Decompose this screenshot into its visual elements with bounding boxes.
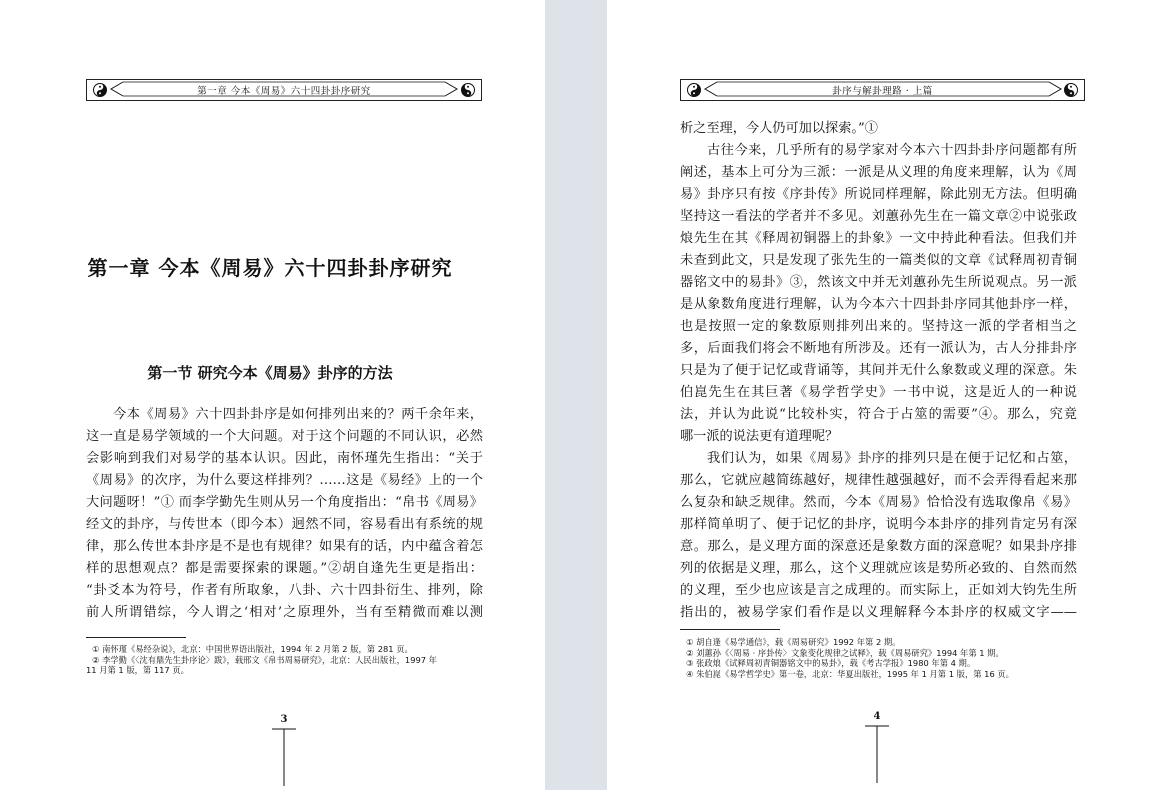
text-line: 易》卦序只有按《序卦传》所说同样理解，除此别无方法。但明确 (680, 187, 1077, 202)
text-line: 只是为了便于记忆或背诵等，其间并无什么象数或义理的深意。朱 (680, 363, 1077, 378)
left-page (0, 0, 545, 790)
text-line: 未查到此文，只是发现了张先生的一篇类似的文章《试释周初青铜 (680, 253, 1077, 268)
footnote-rule (86, 637, 186, 638)
footnote: ② 李学勤《〈沈有鼎先生卦序论〉跋》，载邢文《帛书周易研究》，北京：人民出版社，1997 年 (92, 654, 437, 665)
footnotes (86, 644, 486, 676)
text-line: 哪一派的说法更有道理呢？ (680, 429, 839, 444)
text-line: 我们认为，如果《周易》卦序的排列只是在便于记忆和占筮， (707, 451, 1077, 466)
text-line: 古往今来，几乎所有的易学家对今本六十四卦卦序问题都有所 (707, 143, 1077, 158)
text-line: 坚持这一看法的学者并不多见。刘蕙孙先生在一篇文章②中说张政 (680, 209, 1077, 224)
header-title: 卦序与解卦理路 · 上篇 (832, 86, 933, 97)
footnote: ④ 朱伯崑《易学哲学史》第一卷，北京：华夏出版社，1995 年 1 月第 1 版，第 16 页。 (686, 668, 1014, 679)
text-line: 那样简单明了、便于记忆的卦序，说明今本卦序的排列肯定另有深 (680, 517, 1077, 532)
page-number: 4 (873, 711, 881, 722)
text-line: 伯崑先生在其巨著《易学哲学史》一书中说，这是近人的一种说 (680, 385, 1077, 400)
text-line: 多，后面我们将会不断地有所涉及。还有一派认为，古人分排卦序 (680, 341, 1077, 356)
text-line: 今本《周易》六十四卦卦序是如何排列出来的？两千余年来， (113, 407, 483, 422)
footnotes (680, 637, 1090, 679)
text-line: 是从象数角度进行理解，认为今本六十四卦卦序同其他卦序一样， (680, 297, 1077, 312)
text-line: “卦爻本为符号，作者有所取象，八卦、六十四卦衍生、排列，除 (86, 583, 483, 598)
text-line: 《周易》的次序，为什么要这样排列？……这是《易经》上的一个 (86, 473, 483, 488)
footnote-rule (680, 629, 780, 630)
section-title: 第一节 研究今本《周易》卦序的方法 (147, 364, 393, 382)
page-marker-icon (862, 725, 892, 785)
footnote: ① 胡自逢《易学通信》，载《周易研究》1992 年第 2 期。 (686, 637, 901, 647)
yin-yang-icon (1064, 83, 1078, 97)
text-line: 阐述，基本上可分为三派：一派是从义理的角度来理解，认为《周 (680, 165, 1077, 180)
right-page (607, 0, 1152, 790)
text-line: 经文的卦序，与传世本（即今本）迥然不同，容易看出有系统的规 (86, 517, 483, 532)
yin-yang-icon (461, 83, 475, 97)
text-line: 析之至理，今人仍可加以探索。”① (680, 121, 878, 136)
page-marker-icon (269, 728, 299, 788)
text-line: 这一直是易学领域的一个大问题。对于这个问题的不同认识，必然 (86, 429, 483, 444)
page-number: 3 (280, 714, 288, 725)
text-line: 会影响到我们对易学的基本认识。因此，南怀瑾先生指出：“关于 (86, 451, 483, 466)
text-line: 器铭文中的易卦》③，然该文中并无刘蕙孙先生所说观点。另一派 (680, 275, 1077, 290)
header-title: 第一章 今本《周易》六十四卦卦序研究 (197, 86, 371, 97)
body-text (86, 404, 483, 624)
text-line: 的义理，至少也应该是言之成理的。而实际上，正如刘大钧先生所 (680, 583, 1077, 598)
text-line: 律，那么传世本卦序是不是也有规律？如果有的话，内中蕴含着怎 (86, 539, 483, 554)
text-line: 么复杂和缺乏规律。然而，今本《周易》恰恰没有选取像帛《易》 (680, 495, 1077, 510)
text-line: 也是按照一定的象数原则排列出来的。坚持这一派的学者相当之 (680, 319, 1077, 334)
footnote: ③ 张政烺《试释周初青铜器铭文中的易卦》，载《考古学报》1980 年第 4 期。 (686, 658, 976, 668)
text-line: 法，并认为此说“比较朴实，符合于占筮的需要”④。那么，究竟 (680, 407, 1077, 422)
text-line: 样的思想观点？都是需要探索的课题。”②胡自逢先生更是指出： (86, 561, 483, 576)
text-line: 意。那么，是义理方面的深意还是象数方面的深意呢？如果卦序排 (680, 539, 1077, 554)
footnote: ① 南怀瑾《易经杂说》，北京：中国世界语出版社，1994 年 2 月第 2 版，第 281 页。 (92, 644, 413, 654)
text-line: 前人所谓错综，今人谓之‘相对’之原理外，当有至精微而难以测 (86, 605, 483, 620)
chapter-title: 第一章 今本《周易》六十四卦卦序研究 (87, 256, 453, 280)
running-header (86, 79, 482, 101)
text-line: 那么，它就应越简练越好，规律性越强越好，而不会弄得看起来那 (680, 473, 1077, 488)
footnote: 11 月第 1 版，第 117 页。 (86, 665, 189, 675)
text-line: 列的依据是义理，那么，这个义理就应该是势所必致的、自然而然 (680, 561, 1077, 576)
text-line: 指出的，被易学家们看作是以义理解释今本卦序的权威文字—— (680, 605, 1077, 620)
text-line: 烺先生在其《释周初铜器上的卦象》一文中持此种看法。但我们并 (680, 231, 1077, 246)
text-line: 大问题呀！”① 而李学勤先生则从另一个角度指出：“帛书《周易》 (86, 495, 483, 510)
footnote: ② 刘蕙孙《〈周易 · 序卦传〉文象变化规律之试释》，载《周易研究》1994 年第 1 期。 (686, 647, 1004, 658)
running-header (680, 79, 1085, 101)
body-text (680, 118, 1077, 624)
